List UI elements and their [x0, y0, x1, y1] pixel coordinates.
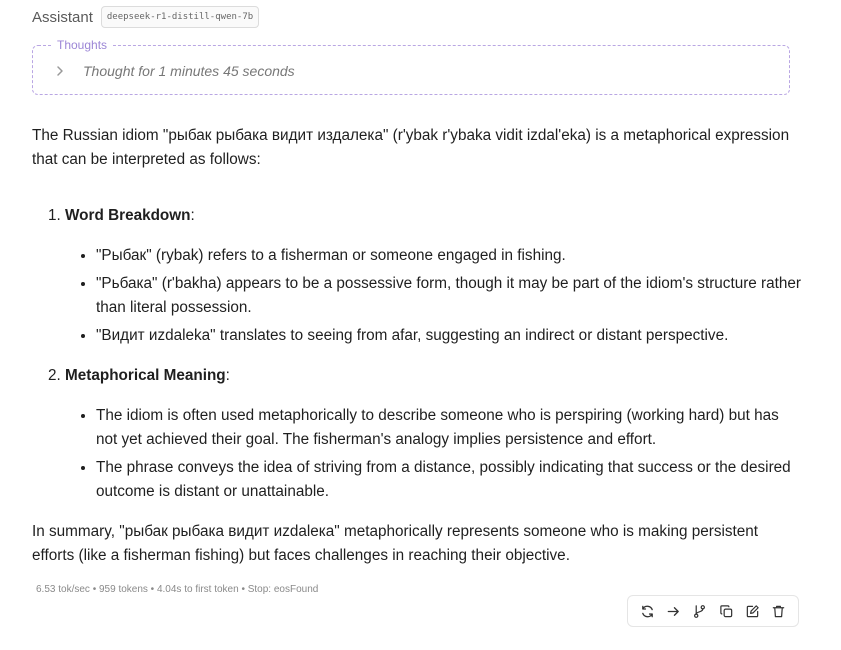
regenerate-icon[interactable] — [640, 604, 655, 619]
section-title: Metaphorical Meaning — [65, 367, 226, 384]
edit-button[interactable] — [743, 602, 761, 620]
generation-stats: 6.53 tok/sec • 959 tokens • 4.04s to first token • Stop: eosFound — [36, 584, 319, 595]
section-heading: 1. Word Breakdown: — [48, 207, 195, 224]
delete-button[interactable] — [770, 602, 788, 620]
thoughts-toggle[interactable] — [53, 63, 295, 79]
list-item — [32, 204, 802, 348]
section-number: 2. — [48, 367, 61, 384]
list-item: • The idiom is often used metaphorically to describe someone who is perspiring (working hard) but has not yet achieved their goal. The fisherman's analogy implies persistence and effort. — [96, 404, 802, 452]
section-heading: 2. Metaphorical Meaning: — [48, 367, 230, 384]
chevron-right-icon[interactable] — [53, 64, 67, 78]
message-content — [32, 124, 802, 568]
thoughts-panel[interactable] — [32, 38, 790, 95]
branch-icon[interactable] — [692, 604, 707, 619]
continue-icon[interactable] — [666, 604, 681, 619]
thought-duration: Thought for 1 minutes 45 seconds — [83, 63, 295, 79]
message-toolbar — [627, 595, 799, 627]
continue-button[interactable] — [664, 602, 682, 620]
summary-paragraph: In summary, "рыбак рыбака видит иzdaleка" metaphorically represents someone who is making persistent efforts (like a fisherman fishing) but faces challenges in reaching their objective. — [32, 523, 759, 564]
list-item: • "Рьбака" (r'bakha) appears to be a possessive form, though it may be part of the idiom's structure rather than literal possession. — [96, 272, 802, 320]
list-item: • The phrase conveys the idea of striving from a distance, possibly indicating that success or the desired outcome is distant or unattainable. — [96, 456, 802, 504]
model-badge: deepseek-r1-distill-qwen-7b — [101, 6, 259, 28]
bullet-list — [32, 404, 802, 504]
edit-icon[interactable] — [745, 604, 760, 619]
list-item — [32, 364, 802, 504]
message-header — [32, 6, 259, 28]
list-item: • "Рыбак" (rybak) refers to a fisherman or someone engaged in fishing. — [96, 244, 802, 268]
branch-button[interactable] — [691, 602, 709, 620]
sender-name: Assistant — [32, 8, 93, 26]
regenerate-button[interactable] — [638, 602, 656, 620]
ordered-list — [32, 204, 802, 504]
bullet-list — [32, 244, 802, 348]
section-number: 1. — [48, 207, 61, 224]
section-title: Word Breakdown — [65, 207, 191, 224]
thoughts-legend: Thoughts — [51, 38, 113, 52]
intro-paragraph: The Russian idiom "рыбак рыбака видит издалека" (r'ybak r'ybaka vidit izdal'eka) is a metaphorical expression that can be interpreted as follows: — [32, 127, 790, 168]
list-item: • "Видит иzdaleka" translates to seeing from afar, suggesting an indirect or distant perspective. — [96, 324, 802, 348]
copy-icon[interactable] — [719, 604, 734, 619]
copy-button[interactable] — [717, 602, 735, 620]
delete-icon[interactable] — [771, 604, 786, 619]
